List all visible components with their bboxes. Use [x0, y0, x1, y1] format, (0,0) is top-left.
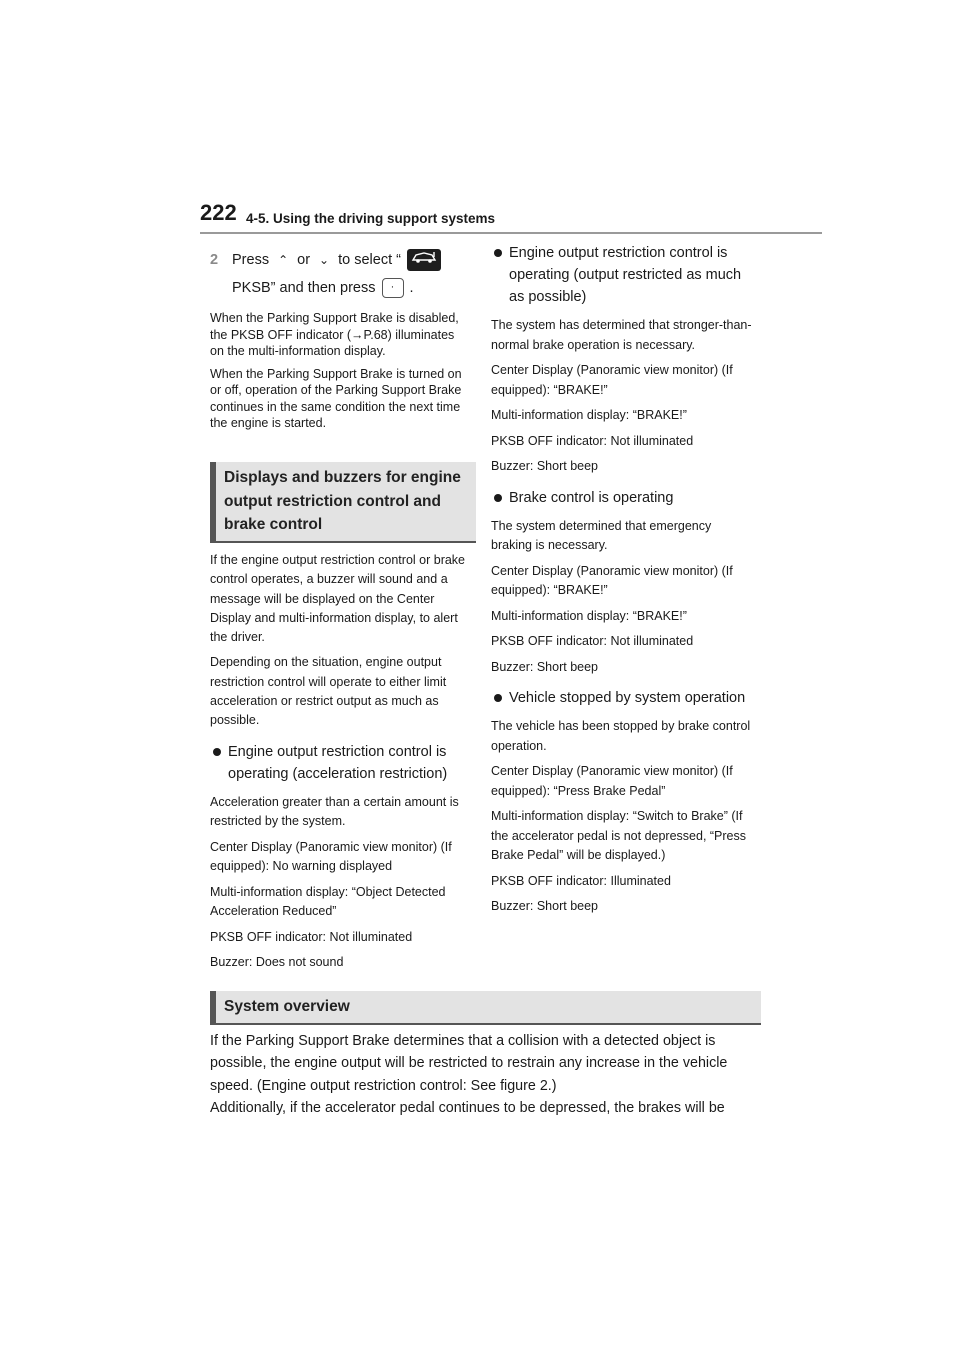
step-text-to-select: to select “ [338, 252, 401, 268]
section-heading-displays-buzzers: Displays and buzzers for engine output restriction control and brake control [210, 462, 476, 543]
case-line: Multi-information display: “BRAKE!” [491, 408, 687, 422]
case-line: Buzzer: Short beep [491, 659, 599, 674]
case-line: Multi-information display: “Object Detected Acceleration Reduced” [210, 884, 446, 919]
step-number: 2 [210, 252, 219, 268]
case-line: Center Display (Panoramic view monitor) (If equipped): No warning displayed [210, 839, 452, 874]
case-title-brake-control: Brake control is operating [491, 487, 753, 509]
intro-paragraph-2: Depending on the situation, engine output restriction control will operate to either limit acceleration or restrict output as much as possible. [210, 655, 447, 728]
left-column [210, 246, 468, 432]
intro-paragraph-1: If the engine output restriction control or brake control operates, a buzzer will sound and a message will be displayed on the Center Display and multi-information display, to alert the driver. [210, 553, 466, 645]
step-2 [210, 246, 468, 302]
pksb-car-icon [407, 249, 441, 271]
left-column-lower [210, 551, 468, 979]
case-line: PKSB OFF indicator: Not illuminated [491, 433, 694, 448]
case-line: Multi-information display: “Switch to Brake” (If the accelerator pedal is not depressed, “Press Brake Pedal” will be displayed.) [491, 809, 746, 862]
step-text-pksb: PKSB” and then press [232, 280, 376, 296]
case-line: Center Display (Panoramic view monitor) (If equipped): “BRAKE!” [491, 363, 733, 397]
section-heading-system-overview: System overview [210, 991, 761, 1025]
note-1: When the Parking Support Brake is disabled, the PKSB OFF indicator (→P.68) illuminates on the multi-information display. [210, 311, 459, 358]
case-line: Center Display (Panoramic view monitor) (If equipped): “Press Brake Pedal” [491, 764, 733, 798]
system-overview-text [210, 1030, 755, 1119]
case-line: Multi-information display: “BRAKE!” [491, 608, 687, 623]
case-line: PKSB OFF indicator: Not illuminated [210, 929, 413, 944]
case-line: Buzzer: Does not sound [210, 955, 344, 970]
step-text-or: or [297, 252, 311, 268]
case-line: The vehicle has been stopped by brake control operation. [491, 719, 751, 753]
overview-paragraph-2: Additionally, if the accelerator pedal continues to be depressed, the brakes will be [210, 1099, 725, 1116]
step-period: . [409, 280, 414, 296]
case-line: Acceleration greater than a certain amount is restricted by the system. [210, 794, 459, 829]
overview-paragraph-1: If the Parking Support Brake determines that a collision with a detected object is possible, the engine output will be restricted to restrain any increase in the vehicle speed. (Engine output restriction control: See figure 2.) [210, 1033, 728, 1094]
right-column [491, 242, 753, 923]
section-title: 4-5. Using the driving support systems [246, 211, 496, 226]
case-line: PKSB OFF indicator: Not illuminated [491, 634, 694, 648]
case-line: Buzzer: Short beep [491, 459, 599, 473]
chevron-up-icon: ⌃ [278, 253, 289, 267]
case-title-acceleration-restriction: Engine output restriction control is operating (acceleration restriction) [210, 741, 468, 785]
case-line: The system has determined that stronger-than-normal brake operation is necessary. [491, 318, 752, 352]
case-line: Center Display (Panoramic view monitor) (If equipped): “BRAKE!” [491, 563, 733, 597]
header-rule [200, 232, 822, 234]
case-title-vehicle-stopped: Vehicle stopped by system operation [491, 687, 753, 709]
note-2: When the Parking Support Brake is turned on or off, operation of the Parking Support Brake continues in the same condition the next time the engine is started. [210, 366, 462, 430]
case-line: PKSB OFF indicator: Illuminated [491, 873, 671, 888]
page-number: 222 [200, 200, 237, 225]
case-line: Buzzer: Short beep [491, 899, 599, 913]
step-text-press: Press [232, 252, 270, 268]
case-title-output-restricted: Engine output restriction control is operating (output restricted as much as possible) [491, 242, 753, 308]
chevron-down-icon: ⌄ [319, 253, 330, 267]
case-line: The system determined that emergency braking is necessary. [491, 518, 712, 552]
pksb-car-svg [410, 249, 438, 265]
ok-button-icon: · [382, 278, 404, 298]
